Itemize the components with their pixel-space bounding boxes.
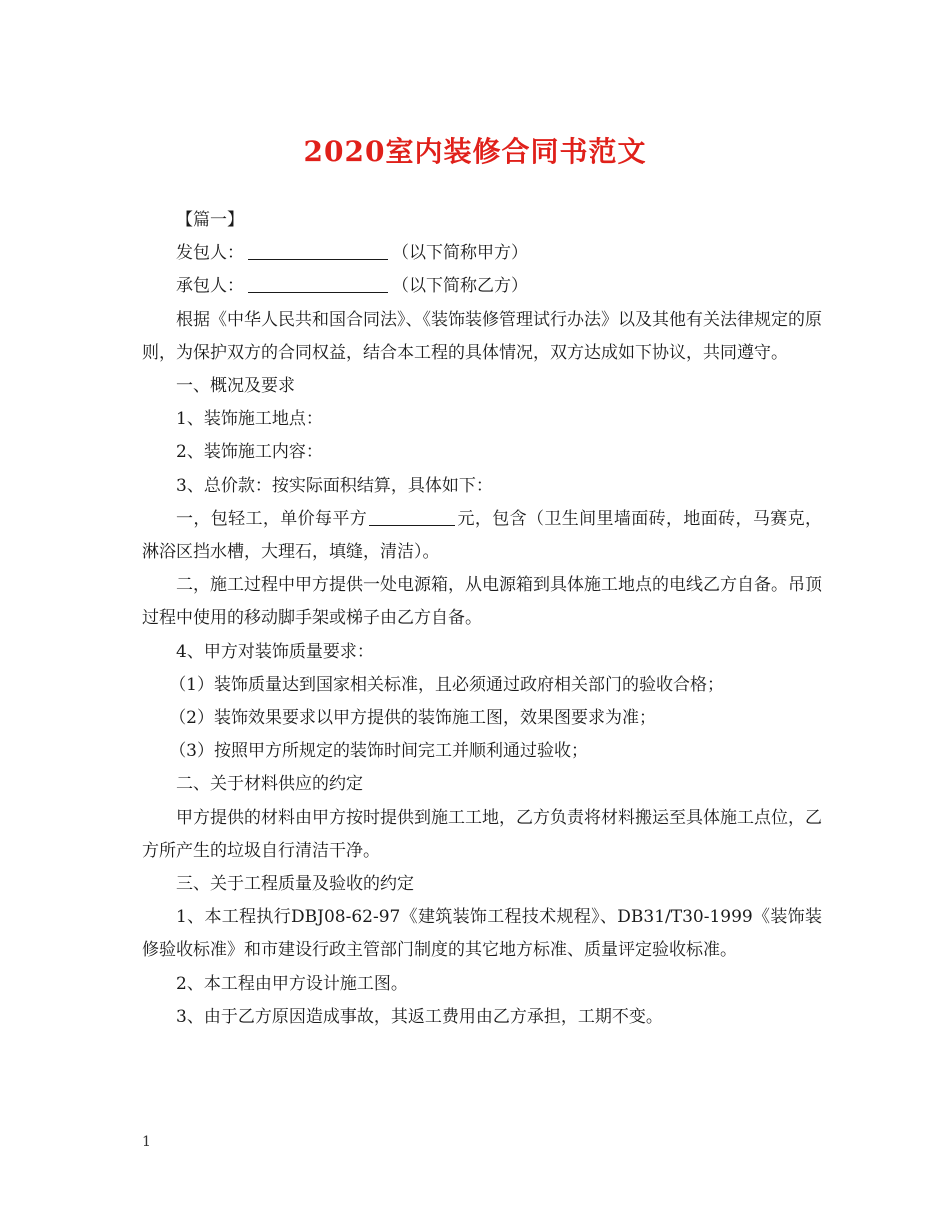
quality-clause-3: 3、由于乙方原因造成事故，其返工费用由乙方承担，工期不变。 (176, 1006, 663, 1027)
party-a-label: 发包人： (176, 243, 244, 264)
power-paragraph: 二，施工过程中甲方提供一处电源箱，从电源箱到具体施工地点的电线乙方自备。吊顶过程中使用的移动脚手架或梯子由乙方自备。 (142, 575, 822, 629)
section-label: 【篇一】 (176, 210, 244, 230)
item-location: 1、装饰施工地点： (176, 409, 323, 430)
unit-price-blank (369, 507, 455, 526)
materials-paragraph: 甲方提供的材料由甲方按时提供到施工工地，乙方负责将材料搬运至具体施工点位，乙方所产生的垃圾自行清洁干净。 (142, 807, 822, 861)
requirement-3: （3）按照甲方所规定的装饰时间完工并顺利通过验收； (169, 741, 589, 762)
document-title: 2020室内装修合同书范文 (303, 135, 647, 168)
price-suffix: 元，包含（卫生间里墙面砖，地面砖，马赛克，淋浴区挡水槽，大理石，填缝，清洁）。 (142, 508, 822, 563)
document-body (142, 204, 822, 1034)
item-content: 2、装饰施工内容： (176, 442, 323, 463)
party-b-blank (248, 274, 388, 293)
requirement-1: （1）装饰质量达到国家相关标准，且必须通过政府相关部门的验收合格； (169, 674, 725, 695)
heading-quality-acceptance: 三、关于工程质量及验收的约定 (176, 874, 414, 895)
party-a-line (142, 237, 822, 270)
party-a-blank (248, 241, 388, 260)
price-paragraph (142, 503, 822, 569)
heading-materials: 二、关于材料供应的约定 (176, 774, 363, 795)
party-a-suffix: （以下简称甲方） (392, 243, 528, 264)
heading-overview: 一、概况及要求 (176, 376, 295, 397)
item-quality: 4、甲方对装饰质量要求： (176, 641, 374, 662)
page-number: 1 (142, 1134, 151, 1150)
price-prefix: 一，包轻工，单价每平方 (176, 508, 368, 529)
party-b-line (142, 270, 822, 303)
item-price: 3、总价款：按实际面积结算，具体如下： (176, 475, 493, 496)
quality-clause-2: 2、本工程由甲方设计施工图。 (176, 973, 408, 994)
party-b-label: 承包人： (176, 276, 244, 297)
intro-paragraph: 根据《中华人民共和国合同法》、《装饰装修管理试行办法》以及其他有关法律规定的原则，为保护双方的合同权益，结合本工程的具体情况，双方达成如下协议，共同遵守。 (142, 309, 822, 363)
requirement-2: （2）装饰效果要求以甲方提供的装饰施工图，效果图要求为准； (169, 708, 657, 729)
quality-clause-1: 1、本工程执行DBJ08-62-97《建筑装饰工程技术规程》、DB31/T30-1999《装饰装修验收标准》和市建设行政主管部门制度的其它地方标准、质量评定验收标准。 (142, 907, 822, 961)
party-b-suffix: （以下简称乙方） (392, 276, 528, 297)
